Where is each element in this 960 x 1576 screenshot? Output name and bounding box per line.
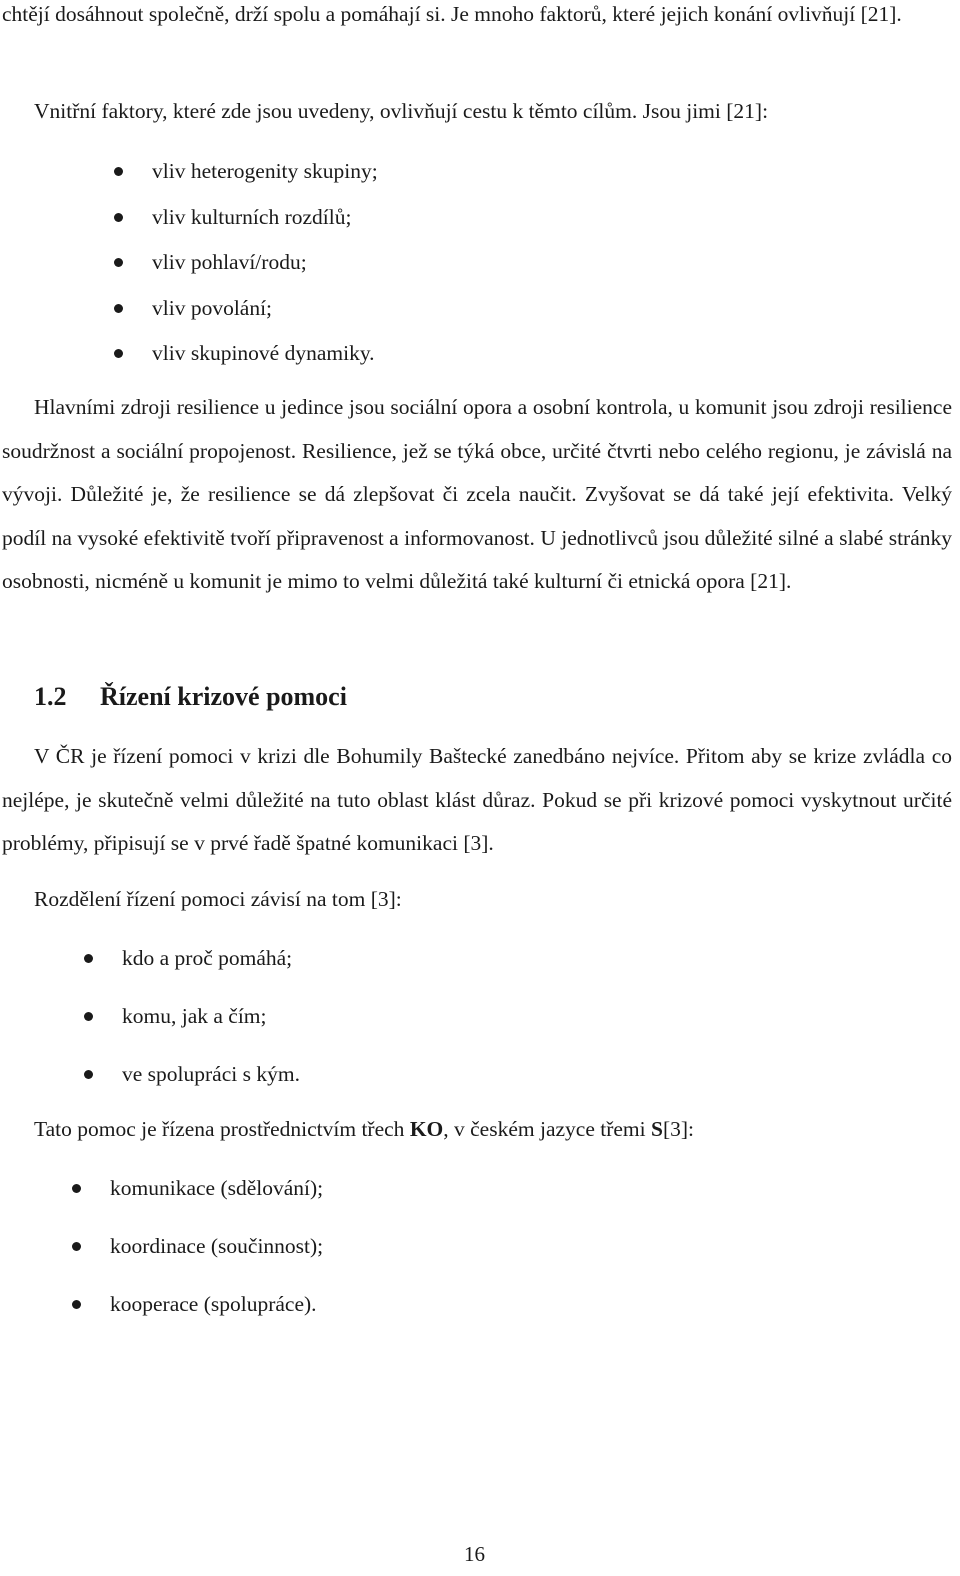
ko-abbreviation: KO	[409, 1117, 444, 1141]
s-abbreviation: S	[651, 1117, 663, 1141]
bullet-icon	[72, 1242, 81, 1251]
list-item: vliv povolání;	[152, 291, 378, 337]
bullet-icon	[114, 213, 123, 222]
list-item: vliv heterogenity skupiny;	[152, 154, 378, 200]
list-item: koordinace (součinnost);	[110, 1228, 323, 1286]
list-item: komu, jak a čím;	[122, 998, 300, 1056]
paragraph-division-intro: Rozdělení řízení pomoci závisí na tom [3]:	[34, 887, 402, 911]
bullet-icon	[114, 258, 123, 267]
list-item: kooperace (spolupráce).	[110, 1286, 323, 1344]
bullet-icon	[84, 954, 93, 963]
list-item: ve spolupráci s kým.	[122, 1056, 300, 1114]
list-item: vliv kulturních rozdílů;	[152, 200, 378, 246]
paragraph-resilience: Hlavními zdroji resilience u jedince jsou sociální opora a osobní kontrola, u komunit jsou zdroji resilience soudržnost a sociální propojenost. Resilience, jež se týká obce, určité čtvrti nebo celého regionu, je závislá na vývoji. Důležité je, že resilience se dá zlepšovat či zcela naučit. Zvyšovat se dá také její efektivita. Velký podíl na vysoké efektivitě tvoří připravenost a informovanost. U jednotlivců jsou důležité silné a slabé stránky osobnosti, nicméně u komunit je mimo to velmi důležitá také kulturní či etnická opora [21].	[2, 395, 952, 593]
page-number: 16	[464, 1542, 485, 1566]
paragraph-top: chtějí dosáhnout společně, drží spolu a pomáhají si. Je mnoho faktorů, které jejich konání ovlivňují [21].	[2, 2, 902, 26]
section-number: 1.2	[34, 682, 67, 711]
bullet-icon	[114, 304, 123, 313]
ko-list	[110, 1170, 323, 1344]
division-list	[122, 940, 300, 1114]
section-title: Řízení krizové pomoci	[100, 682, 347, 711]
bullet-icon	[84, 1012, 93, 1021]
list-item: vliv pohlaví/rodu;	[152, 245, 378, 291]
bullet-icon	[72, 1300, 81, 1309]
paragraph-factors-intro: Vnitřní faktory, které zde jsou uvedeny, ovlivňují cestu k těmto cílům. Jsou jimi [21]:	[34, 99, 769, 123]
bullet-icon	[72, 1184, 81, 1193]
bullet-icon	[84, 1070, 93, 1079]
list-item: komunikace (sdělování);	[110, 1170, 323, 1228]
paragraph-crisis: V ČR je řízení pomoci v krizi dle Bohumily Baštecké zanedbáno nejvíce. Přitom aby se krize zvládla co nejlépe, je skutečně velmi důležité na tuto oblast klást důraz. Pokud se při krizové pomoci vyskytnout určité problémy, připisují se v prvé řadě špatné komunikaci [3].	[2, 744, 952, 855]
factors-list	[152, 154, 378, 382]
bullet-icon	[114, 167, 123, 176]
bullet-icon	[114, 349, 123, 358]
list-item: vliv skupinové dynamiky.	[152, 336, 378, 382]
list-item: kdo a proč pomáhá;	[122, 940, 300, 998]
paragraph-ko-intro: Tato pomoc je řízena prostřednictvím třech KO, v českém jazyce třemi S[3]:	[34, 1117, 695, 1141]
section-heading	[34, 677, 347, 717]
